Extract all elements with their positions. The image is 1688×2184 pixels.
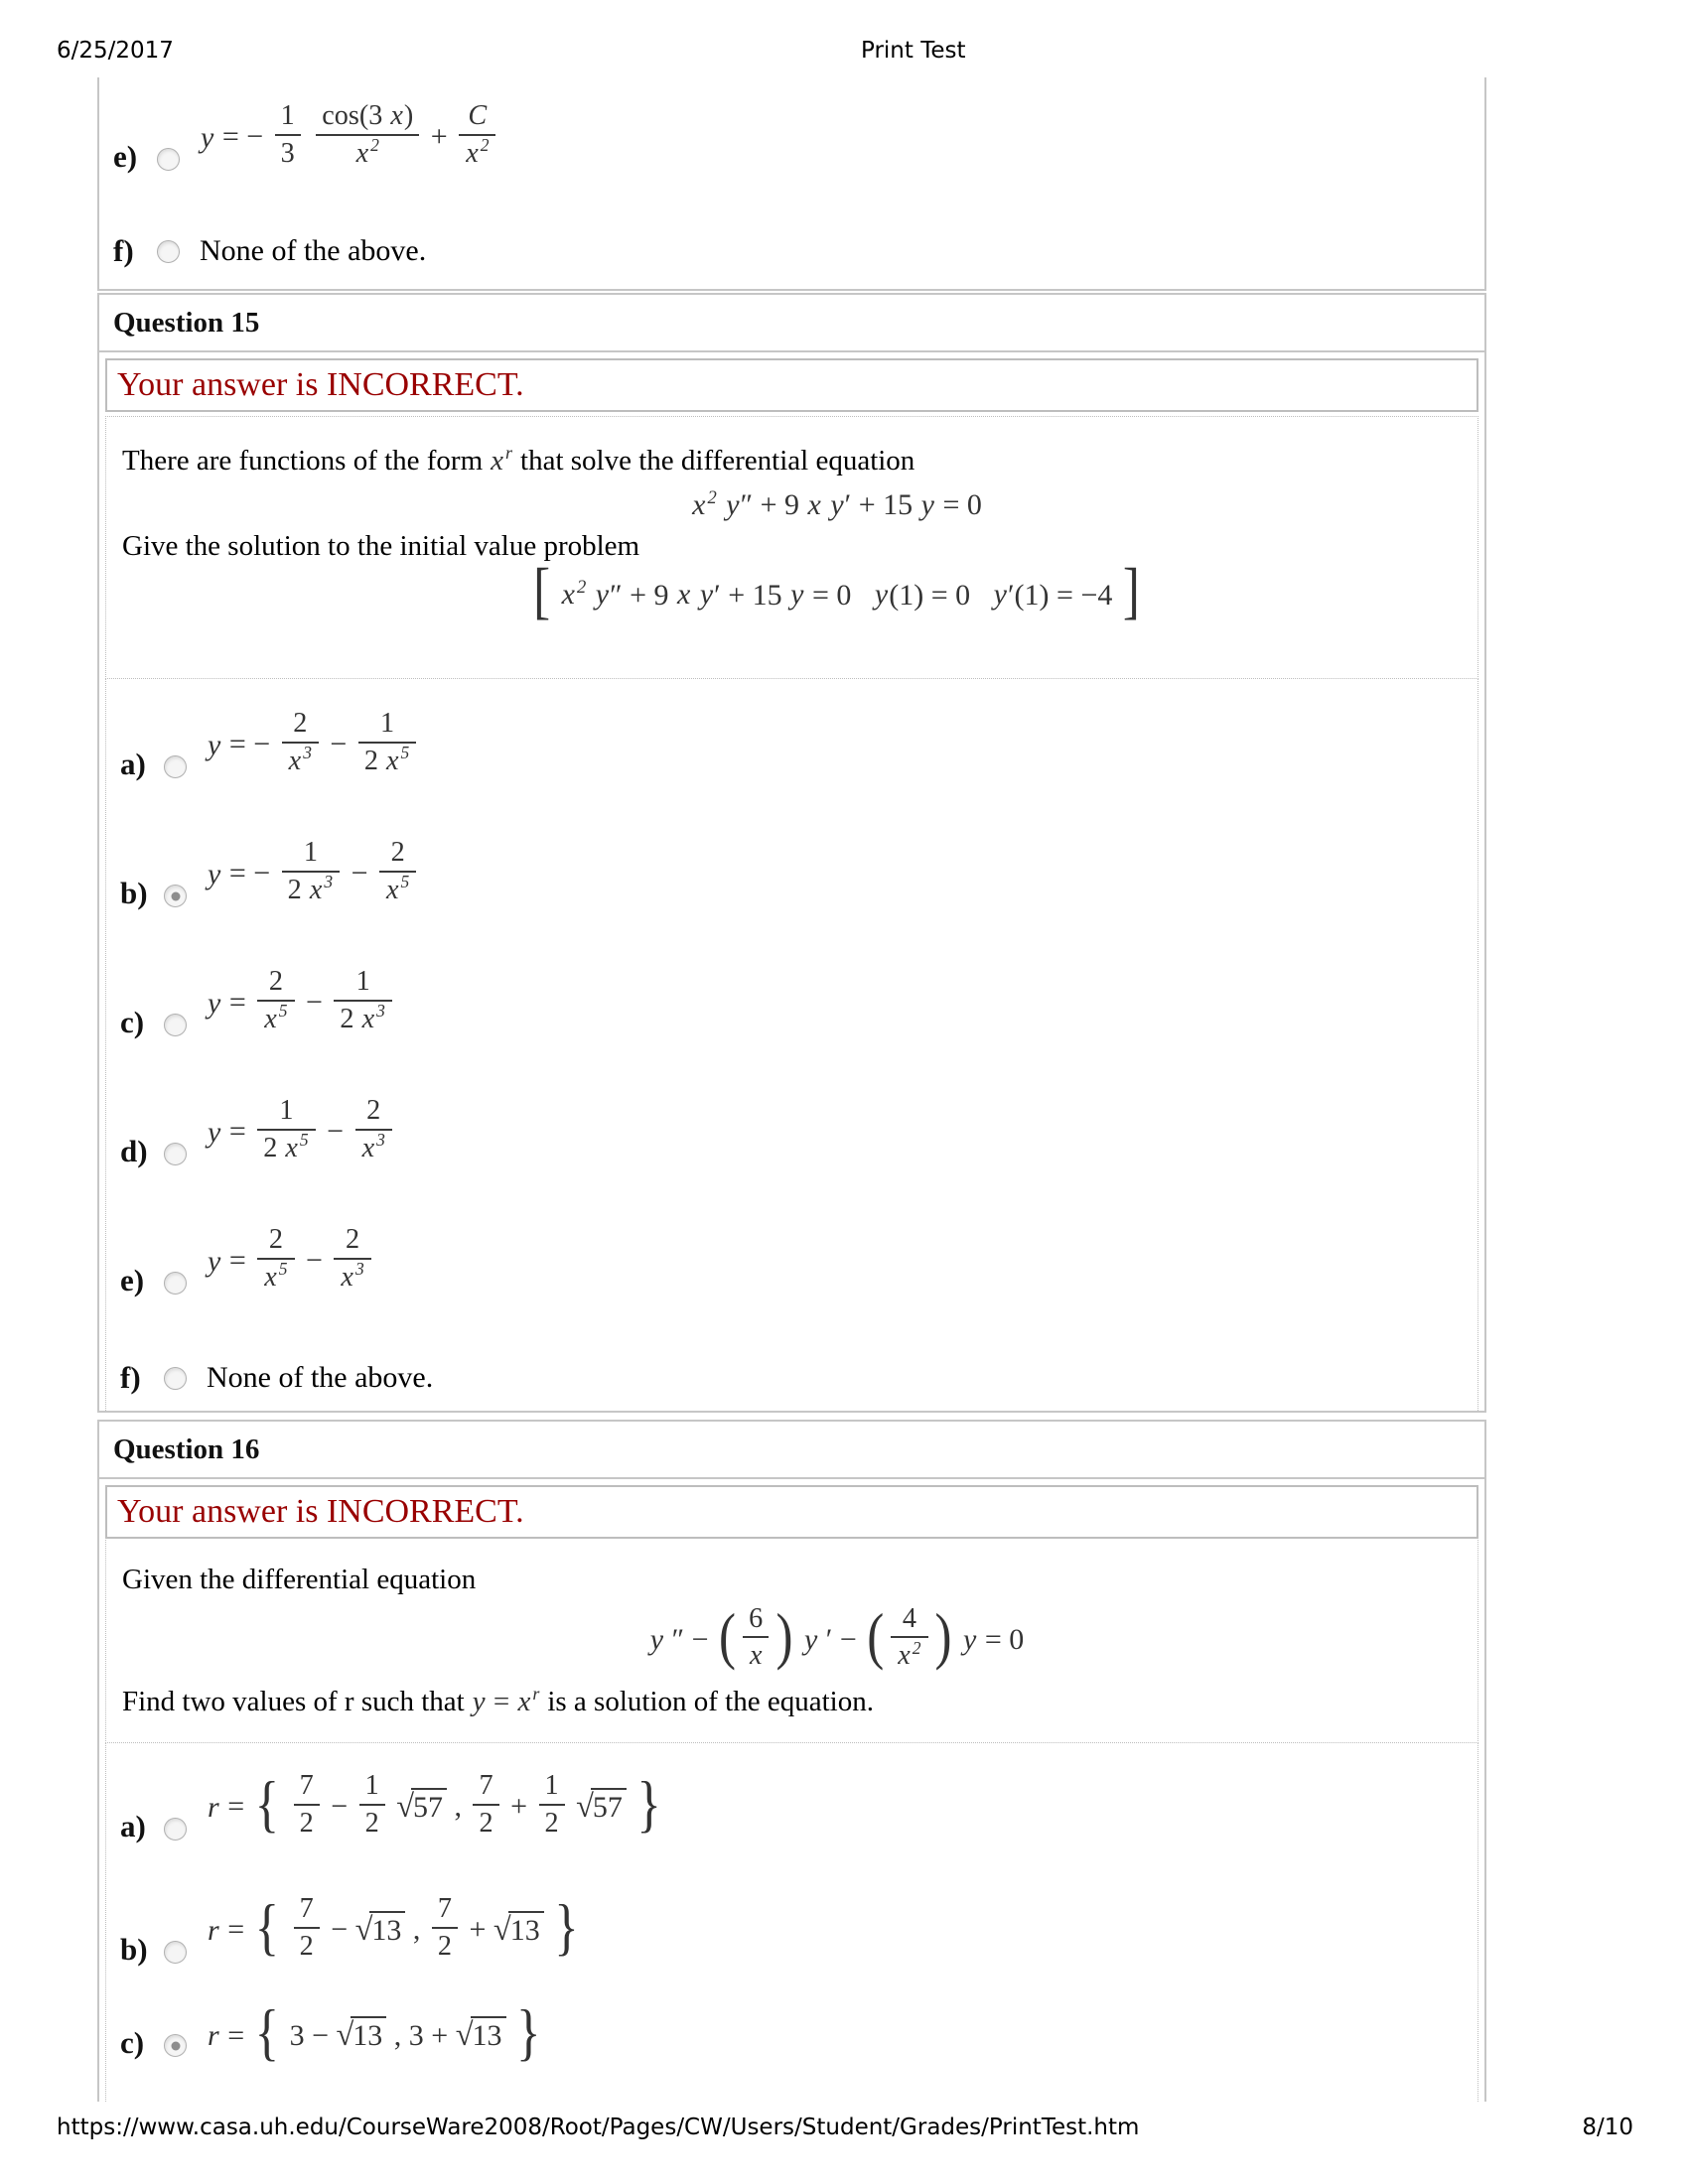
option-row-f [106,1352,1477,1404]
radio-option-f[interactable] [164,1367,187,1390]
option-row-a [106,679,1477,808]
option-content: None of the above. [207,1361,434,1394]
radio-option-e[interactable] [157,148,180,171]
option-content: r = { 3 − √13 , 3 + √13 } [208,1997,541,2068]
status-text: Your answer is INCORRECT. [117,1493,524,1530]
option-content: y = $\frac{2}{x ^5}$ − $\frac{1}{2 x ^3}$ [207,970,396,1040]
option-row-e [106,1195,1477,1324]
radio-option-b[interactable] [164,1941,187,1964]
question-16-text-line-2: Find two values of r such that y = x $^r$ is a solution of the equation. [122,1684,874,1717]
option-label: c) [120,1005,145,1039]
inline-math: x $^r$ [491,443,513,477]
option-row-b [106,808,1477,937]
option-content: y = $\frac{2}{x ^5}$ − $\frac{2}{x ^3}$ [207,1228,375,1298]
option-label: c) [120,2025,145,2060]
radio-option-a[interactable] [164,1818,187,1841]
options-list-previous [99,77,1484,289]
option-content: y = $\frac{1}{2 x ^5}$ − $\frac{2}{x ^3}$ [207,1099,396,1169]
option-row-e [99,77,1484,179]
header-date: 6/25/2017 [57,38,174,64]
question-15-body [105,416,1478,679]
footer-page-number: 8/10 [1582,2115,1633,2140]
radio-option-f[interactable] [157,240,180,263]
previous-question-options-section [97,77,1486,291]
radio-option-c-selected[interactable] [164,2034,187,2057]
radio-option-e[interactable] [164,1272,187,1295]
question-15-section [97,293,1486,1413]
question-15-ivp-equation: [ x $^2$ y″ + 9 x y′ + 15 y = 0 y(1) = 0 y′(1) = −4 ] [533,557,1140,627]
option-row-c [106,1989,1477,2085]
option-content: r = { $\frac{7}{2}$ − √13 , $\frac{7}{2}$ + √13 } [208,1892,579,1963]
question-15-text-line-1: There are functions of the form x $^r$ that solve the differential equation [122,443,915,477]
option-content: None of the above. [200,234,427,267]
option-label: e) [120,1263,145,1297]
option-label: d) [120,1134,148,1168]
question-16-equation: y ″ − ( $\frac{6}{x}$ ) y ′ − ( $\frac{4}{x ^2}$ ) y = 0 [649,1602,1025,1673]
options-list-question-15 [105,678,1478,1411]
question-15-status-box [105,358,1478,412]
option-row-c [106,937,1477,1066]
option-label: e) [113,139,138,174]
option-row-a [106,1743,1477,1866]
option-label: f) [120,1360,141,1395]
radio-option-c[interactable] [164,1014,187,1036]
question-15-equation: x $^2$ y″ + 9 x y′ + 15 y = 0 [692,487,982,522]
inline-math: y = x $^r$ [472,1684,540,1717]
page-header [57,38,1631,68]
option-content: r = { $\frac{7}{2}$ − $\frac{1}{2}$ √57 , $\frac{7}{2}$ + $\frac{1}{2}$ √57 } [208,1769,661,1840]
option-content: y = − $\frac{1}{2 x ^3}$ − $\frac{2}{x ^5}$ [207,841,420,911]
footer-url: https://www.casa.uh.edu/CourseWare2008/Root/Pages/CW/Users/Student/Grades/PrintTest.htm [57,2115,1140,2140]
question-16-title: Question 16 [99,1422,1484,1479]
radio-option-d[interactable] [164,1143,187,1165]
option-label: a) [120,747,146,781]
option-row-d [106,1066,1477,1195]
question-15-title: Question 15 [99,295,1484,352]
options-list-question-16 [105,1742,1478,2102]
option-label: a) [120,1809,146,1843]
question-16-body [105,1537,1478,1743]
option-label: b) [120,1932,148,1967]
option-content: y = − $\frac{1}{3}$ $\frac{\cos(3 x)}{x ^2}$ + $\frac{C}{x ^2}$ [200,104,499,175]
question-16-text-line-1: Given the differential equation [122,1564,477,1595]
header-title: Print Test [861,38,966,64]
question-15-text-line-2: Give the solution to the initial value problem [122,530,640,563]
option-content: y = − $\frac{2}{x ^3}$ − $\frac{1}{2 x ^5}$ [207,712,420,782]
question-16-section [97,1420,1486,2102]
option-row-b [106,1866,1477,1989]
question-16-status-box [105,1485,1478,1539]
radio-option-a[interactable] [164,755,187,778]
option-label: b) [120,876,148,910]
radio-option-b-selected[interactable] [164,885,187,907]
page-footer [57,2115,1633,2146]
option-row-f [99,228,1484,274]
status-text: Your answer is INCORRECT. [117,366,524,403]
option-label: f) [113,233,134,268]
